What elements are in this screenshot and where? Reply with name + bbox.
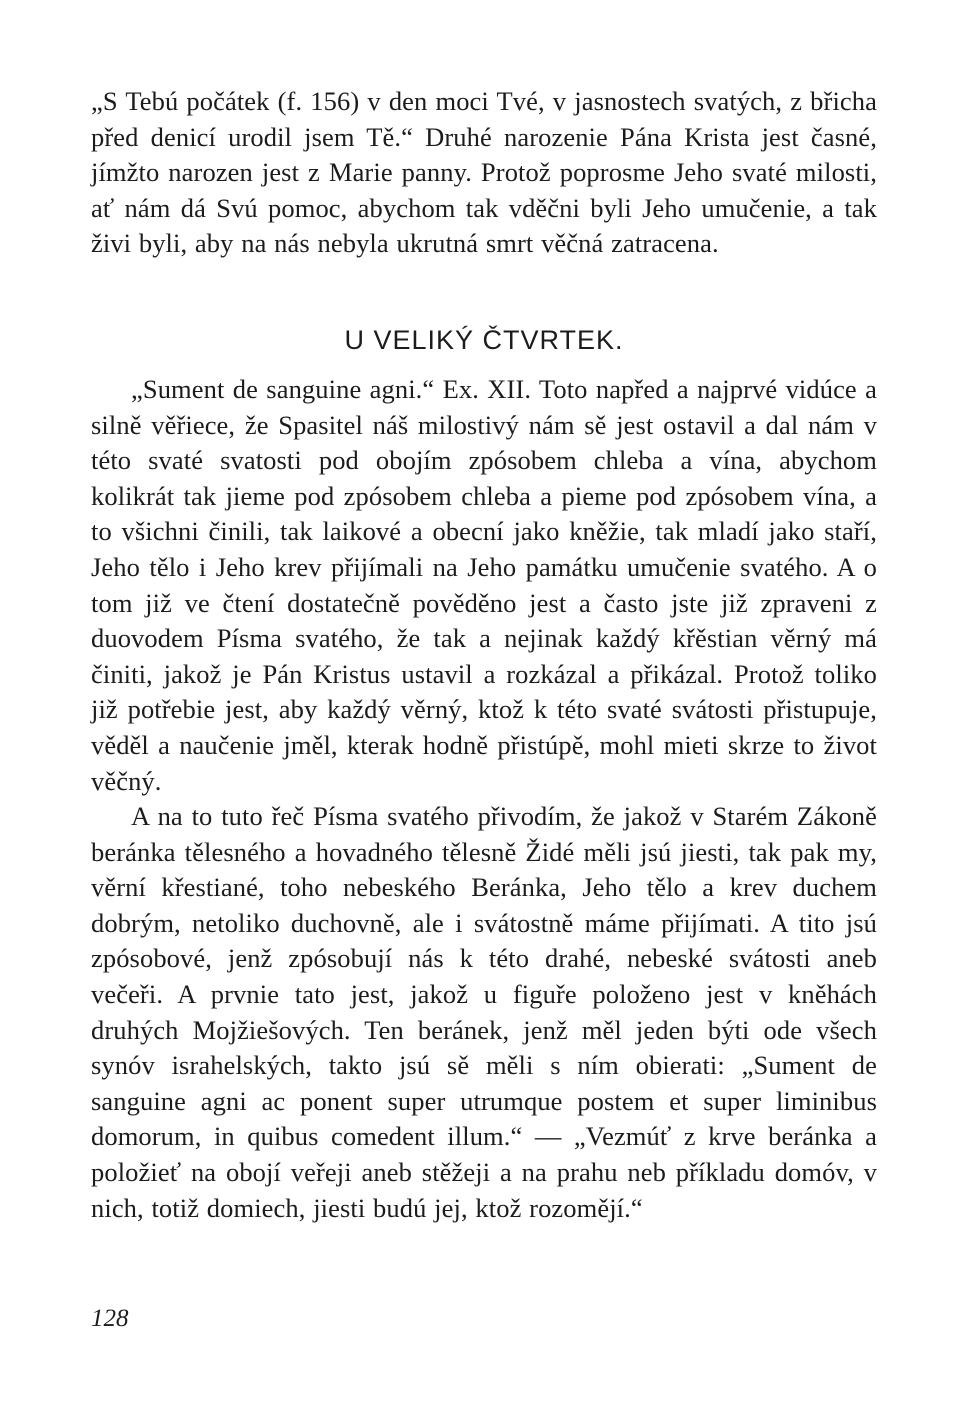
paragraph-opening-quote: „S Tebú počátek (f. 156) v den moci Tvé, v jasnostech svatých, z břicha před denicí urodil jsem Tě.“ Druhé narozenie Pána Krista jest časné, jímžto narozen jest z Marie panny. Protož poprosme Jeho svaté milosti, ať nám dá Svú pomoc, abychom tak vděčni byli Jeho umučenie, a tak živi byli, aby na nás nebyla ukrutná smrt věčná zatracena. bbox=[91, 86, 877, 259]
section-heading: U VELIKÝ ČTVRTEK. bbox=[344, 324, 624, 355]
page-body bbox=[91, 84, 877, 1226]
paragraph-pisma: A na to tuto řeč Písma svatého přivodím, že jakož v Starém Zákoně beránka tělesného a hovadného tělesně Židé měli jsú jiesti, tak pak my, věrní křestiané, toho nebeského Beránka, Jeho tělo a krev duchem dobrým, netoliko duchovně, ale i svátostně máme přijímati. A tito jsú zpósobové, jenž zpósobují nás k této drahé, nebeské svátosti aneb večeři. A prvnie tato jest, jakož u figuře položeno jest v kněhách druhých Mojžiešových. Ten beránek, jenž měl jeden býti ode všech synóv israhelských, takto jsú sě měli s ním obierati: „Sument de sanguine agni ac ponent super utrumque postem et super liminibus domorum, in quibus comedent illum.“ — „Vezmúť z krve beránka a položieť na obojí veřeji aneb stěžeji a na prahu neb příkladu domóv, v nich, totiž domiech, jiesti budú jej, ktož rozomějí.“ bbox=[91, 801, 877, 1223]
page-number: 128 bbox=[91, 1305, 129, 1332]
paragraph-sument: „Sument de sanguine agni.“ Ex. XII. Toto napřed a najprvé vidúce a silně věřiece, že Spasitel náš milostivý nám sě jest ostavil a dal nám v této svaté svatosti pod obojím zpósobem chleba a vína, abychom kolikrát tak jieme pod zpósobem chleba a pieme pod zpósobem vína, a to všichni činili, tak laikové a obecní jako kněžie, tak mladí jako staří, Jeho tělo i Jeho krev přijímali na Jeho památku umučenie svatého. A o tom již ve čtení dostatečně pověděno jest a často jste již zpraveni z duovodem Písma svatého, že tak a nejinak každý křěstian věrný má činiti, jakož je Pán Kristus ustavil a rozkázal a přikázal. Protož toliko již potřebie jest, aby každý věrný, ktož k této svaté svátosti přistupuje, věděl a naučenie jměl, kterak hodně přistúpě, mohl mieti skrze to život věčný. bbox=[91, 373, 877, 796]
